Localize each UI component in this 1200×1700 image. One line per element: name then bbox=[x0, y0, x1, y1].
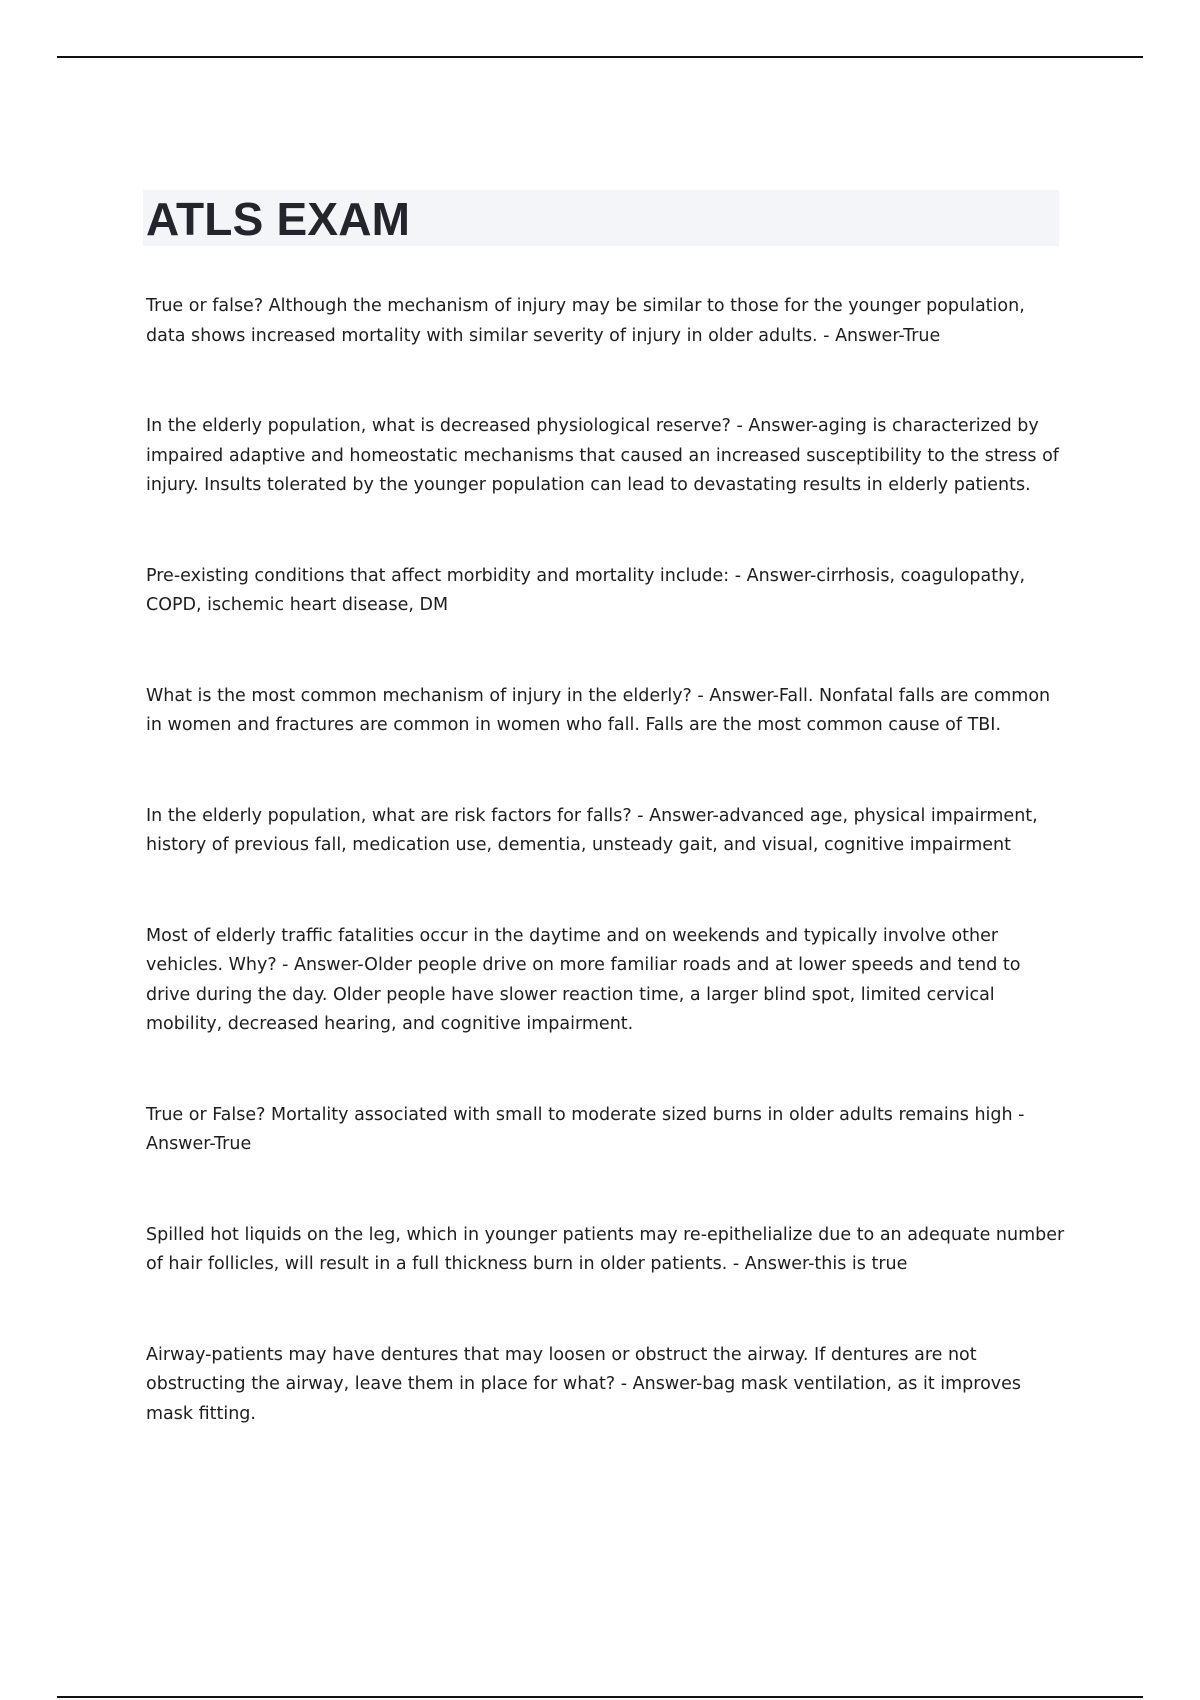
header-rule bbox=[57, 56, 1143, 58]
qa-item-2: In the elderly population, what is decreased physiological reserve? - Answer-aging is characterized by impaired adaptive and homeostatic mechanisms that caused an increased susceptibility to the stress of injury. Insults tolerated by the younger population can lead to devastating results in elderly patients. bbox=[146, 416, 1059, 495]
document-title: ATLS EXAM bbox=[146, 193, 411, 245]
qa-list bbox=[146, 292, 1066, 1490]
qa-item-1: True or false? Although the mechanism of injury may be similar to those for the younger population, data shows increased mortality with similar severity of injury in older adults. - Answer-True bbox=[146, 296, 1025, 346]
qa-item-8: Spilled hot liquids on the leg, which in younger patients may re-epithelialize due to an adequate number of hair follicles, will result in a full thickness burn in older patients. - Answer-this is true bbox=[146, 1224, 1065, 1274]
qa-item-9: Airway-patients may have dentures that may loosen or obstruct the airway. If dentures are not obstructing the airway, leave them in place for what? - Answer-bag mask ventilation, as it improves mask fitting. bbox=[146, 1344, 1022, 1424]
qa-item-7: True or False? Mortality associated with small to moderate sized burns in older adults remains high - Answer-True bbox=[146, 1104, 1025, 1154]
qa-item-3: Pre-existing conditions that affect morbidity and mortality include: - Answer-cirrhosis, coagulopathy, COPD, ischemic heart disease, DM bbox=[146, 565, 1026, 615]
qa-item-5: In the elderly population, what are risk factors for falls? - Answer-advanced age, physical impairment, history of previous fall, medication use, dementia, unsteady gait, and visual, cognitive impairment bbox=[146, 805, 1038, 855]
qa-item-4: What is the most common mechanism of injury in the elderly? - Answer-Fall. Nonfatal falls are common in women and fractures are common in women who fall. Falls are the most common cause of TBI. bbox=[146, 685, 1051, 735]
footer-rule bbox=[57, 1696, 1143, 1698]
qa-item-6: Most of elderly traffic fatalities occur in the daytime and on weekends and typically involve other vehicles. Why? - Answer-Older people drive on more familiar roads and at lower speeds and tend to drive during the day. Older people have slower reaction time, a larger blind spot, limited cervical mobility, decreased hearing, and cognitive impairment. bbox=[146, 925, 1021, 1034]
